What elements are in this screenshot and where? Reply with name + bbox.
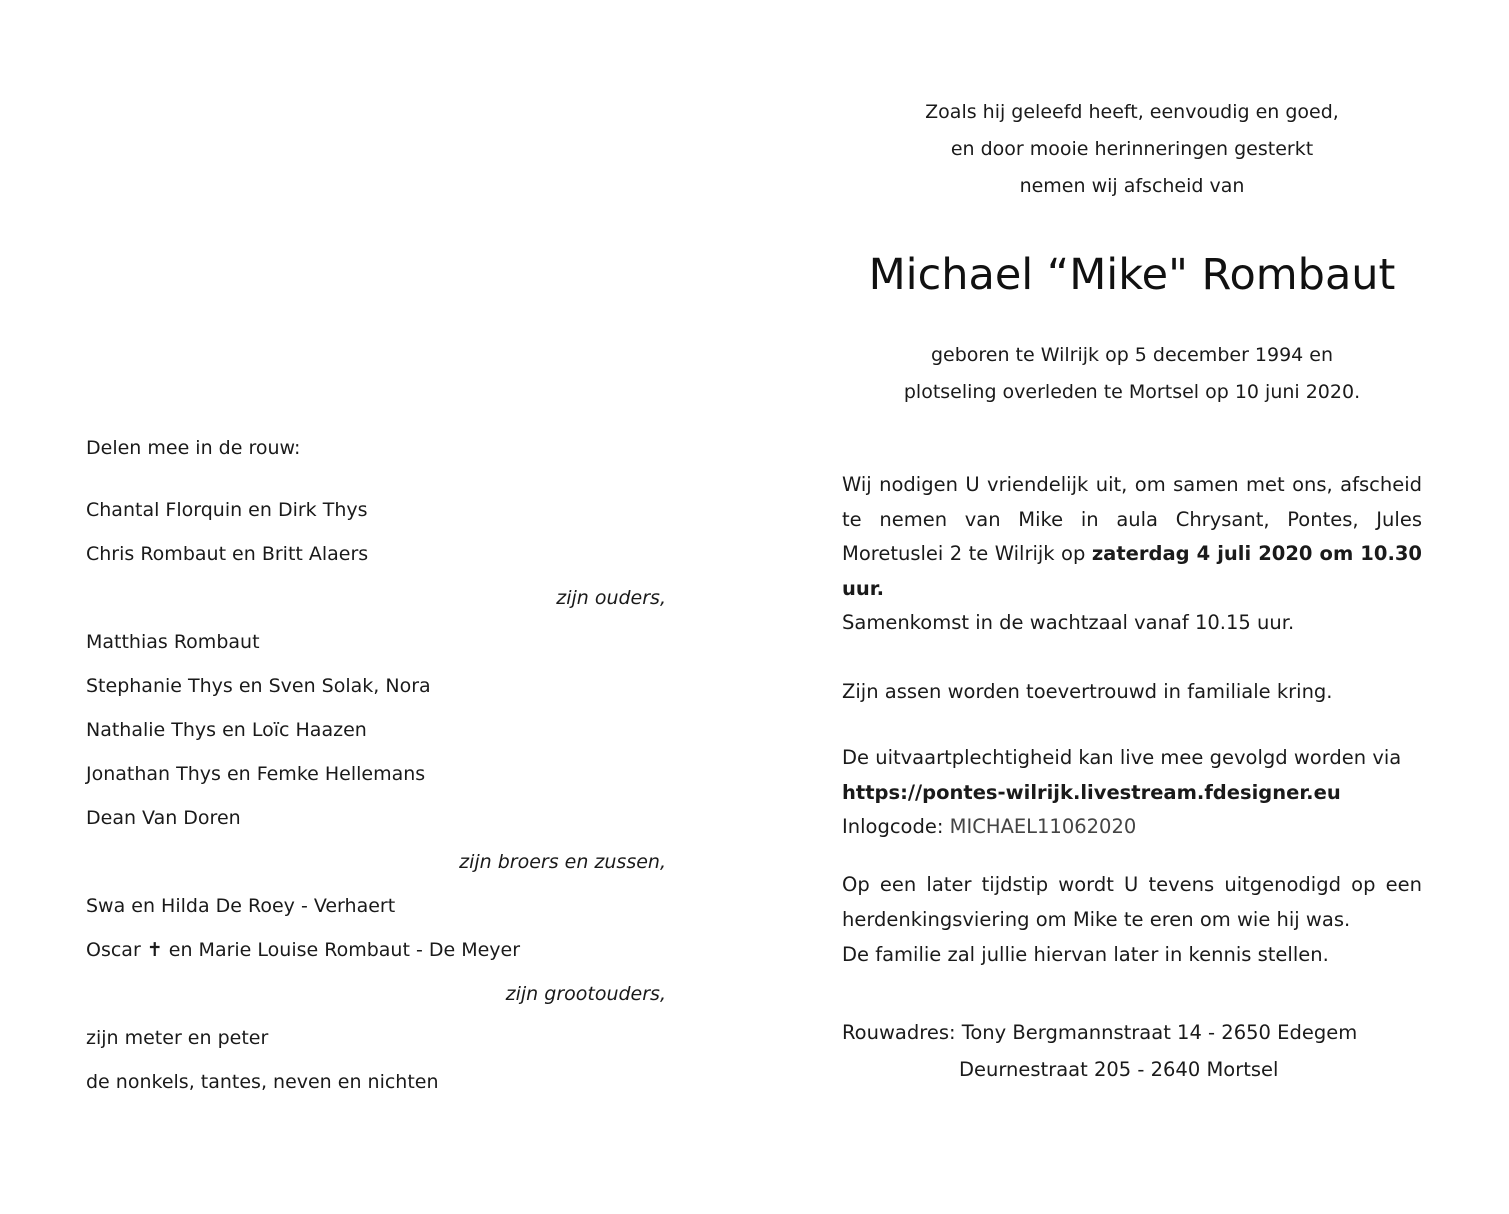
livestream-url[interactable]: https://pontes-wilrijk.livestream.fdesigner.eu [842, 781, 1341, 804]
parent-entry: Chantal Florquin en Dirk Thys [86, 499, 368, 521]
grandparent-name-rest: en Marie Louise Rombaut - De Meyer [168, 939, 521, 961]
label-parents: zijn ouders, [556, 587, 666, 609]
parent-entry: Chris Rombaut en Britt Alaers [86, 543, 369, 565]
mourning-intro: Delen mee in de rouw: [86, 437, 301, 459]
invitation-text: Wij nodigen U vriendelijk uit, om samen met ons, afscheid te nemen van Mike in aula Chrysant, Pontes, Jules Moretuslei 2 te Wilrijk op [842, 473, 1422, 565]
grandparent-entry: Swa en Hilda De Roey - Verhaert [86, 895, 396, 917]
cross-icon: ✝ [146, 939, 163, 961]
memorial-paragraph: Op een later tijdstip wordt U tevens uitgenodigd op een herdenkingsviering om Mike te eren om wie hij was. [842, 873, 1422, 931]
livestream-intro: De uitvaartplechtigheid kan live mee gevolgd worden via [842, 746, 1402, 769]
poem-line: en door mooie herinneringen gesterkt [950, 138, 1314, 160]
login-code: MICHAEL11062020 [949, 815, 1137, 838]
sibling-entry: Dean Van Doren [86, 807, 241, 829]
address-1: Tony Bergmannstraat 14 - 2650 Edegem [961, 1021, 1358, 1044]
grandparent-entry [86, 938, 520, 962]
gathering-line: Samenkomst in de wachtzaal vanaf 10.15 uur. [842, 611, 1295, 634]
address-line-1 [842, 1016, 1357, 1051]
invitation-paragraph [842, 468, 1422, 606]
address-2: Deurnestraat 205 - 2640 Mortsel [959, 1058, 1279, 1081]
label-siblings: zijn broers en zussen, [459, 851, 666, 873]
poem-line: Zoals hij geleefd heeft, eenvoudig en goed, [925, 101, 1339, 123]
sibling-entry: Jonathan Thys en Femke Hellemans [86, 763, 426, 785]
deceased-name: Michael “Mike" Rombaut [868, 250, 1396, 300]
ceremony-datetime: zaterdag 4 juli 2020 om 10.30 uur. [842, 542, 1422, 600]
sibling-entry: Nathalie Thys en Loïc Haazen [86, 719, 367, 741]
address-label: Rouwadres: [842, 1021, 956, 1044]
family-notice: De familie zal jullie hiervan later in kennis stellen. [842, 943, 1329, 966]
login-label: Inlogcode: [842, 815, 944, 838]
label-grandparents: zijn grootouders, [505, 983, 666, 1005]
sibling-entry: Matthias Rombaut [86, 631, 260, 653]
grandparent-name: Oscar [86, 939, 141, 961]
other-relatives: zijn meter en peter [86, 1027, 269, 1049]
sibling-entry: Stephanie Thys en Sven Solak, Nora [86, 675, 431, 697]
livestream-link[interactable] [842, 776, 1341, 811]
death-line: plotseling overleden te Mortsel op 10 juni 2020. [903, 381, 1361, 403]
poem-line: nemen wij afscheid van [1019, 175, 1245, 197]
ashes-line: Zijn assen worden toevertrouwd in familiale kring. [842, 680, 1333, 703]
login-line [842, 810, 1136, 845]
other-relatives: de nonkels, tantes, neven en nichten [86, 1071, 439, 1093]
birth-line: geboren te Wilrijk op 5 december 1994 en [930, 344, 1334, 366]
